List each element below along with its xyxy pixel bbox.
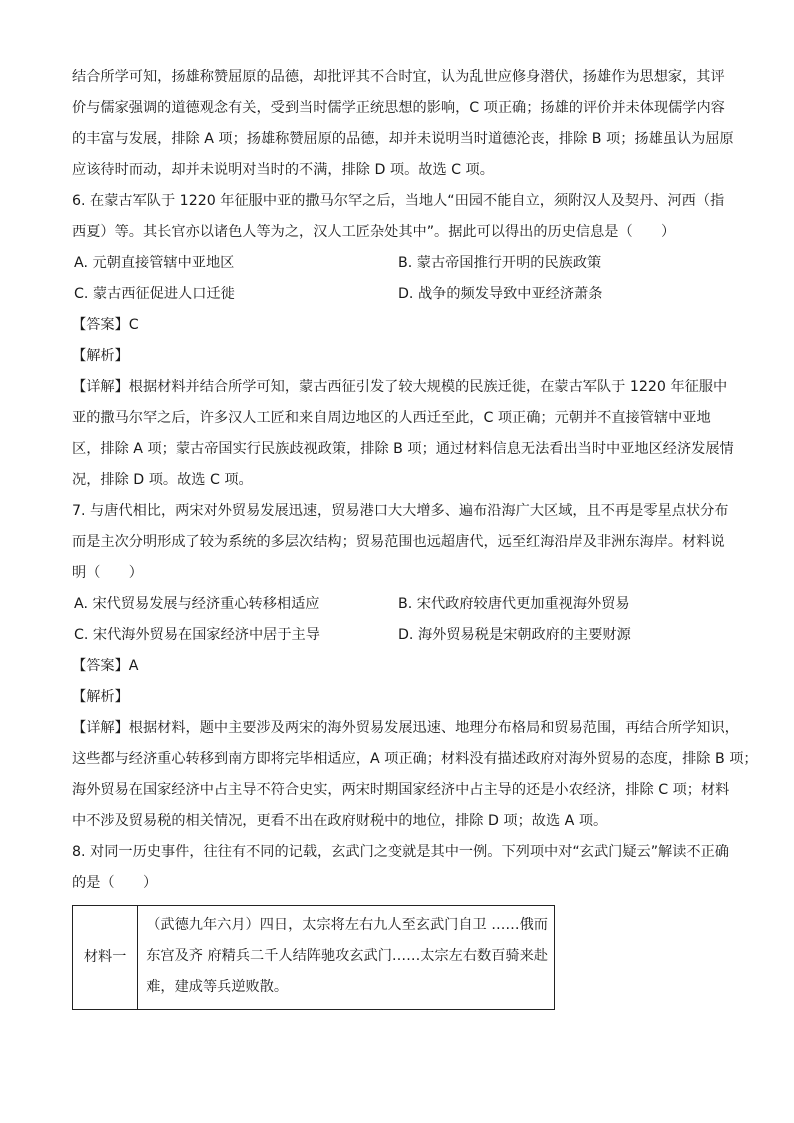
question-7-detail — [72, 713, 758, 837]
text-line: 【详解】根据材料，题中主要涉及两宋的海外贸易发展迅速、地理分布格局和贸易范围，再结合所学知识， — [72, 720, 739, 736]
analysis-label: 【解析】 — [72, 348, 129, 364]
text-line: 7. 与唐代相比，两宋对外贸易发展迅速，贸易港口大大增多、遍布沿海广大区域，且不再是零星点状分布 — [72, 503, 729, 519]
option-b: B. 蒙古帝国推行开明的民族政策 — [398, 255, 602, 271]
text-line: （武德九年六月）四日，太宗将左右九人至玄武门自卫 ……俄而 — [146, 917, 548, 933]
option-c: C. 蒙古西征促进人口迁徙 — [74, 286, 235, 302]
question-7-stem — [72, 496, 732, 589]
text-line: 而是主次分明形成了较为系统的多层次结构；贸易范围也远超唐代，远至红海沿岸及非洲东海岸。材料说 — [72, 534, 725, 550]
text-line: 应该待时而动，却并未说明对当时的不满，排除 D 项。故选 C 项。 — [72, 162, 494, 178]
q5-analysis-continuation — [72, 62, 732, 186]
question-6-detail — [72, 372, 732, 496]
text-line: 区，排除 A 项；蒙古帝国实行民族歧视政策，排除 B 项；通过材料信息无法看出当时中亚地区经济发展情 — [72, 441, 734, 457]
option-c: C. 宋代海外贸易在国家经济中居于主导 — [74, 627, 320, 643]
option-a: A. 宋代贸易发展与经济重心转移相适应 — [74, 596, 320, 612]
text-line: 中不涉及贸易税的相关情况，更看不出在政府财税中的地位，排除 D 项；故选 A 项。 — [72, 813, 608, 829]
text-line: 结合所学可知，扬雄称赞屈原的品德，却批评其不合时宜，认为乱世应修身潜伏，扬雄作为思想家，其评 — [72, 69, 725, 85]
option-d: D. 海外贸易税是宋朝政府的主要财源 — [398, 627, 631, 643]
text-line: 6. 在蒙古军队于 1220 年征服中亚的撒马尔罕之后，当地人“田园不能自立，须附汉人及契丹、河西（指 — [72, 193, 725, 209]
text-line: 海外贸易在国家经济中占主导不符合史实，两宋时期国家经济中占主导的还是小农经济，排除 C 项；材料 — [72, 782, 730, 798]
question-6-options — [72, 248, 732, 310]
text-line: 东宫及齐 府精兵二千人结阵驰攻玄武门……太宗左右数百骑来赴 — [146, 948, 548, 964]
option-d: D. 战争的频发导致中亚经济萧条 — [398, 286, 603, 302]
material-table — [72, 905, 555, 1010]
answer-label: 【答案】A — [72, 658, 139, 674]
material-label: 材料一 — [73, 906, 138, 1010]
text-line: 亚的撒马尔罕之后，许多汉人工匠和来自周边地区的人西迁至此，C 项正确；元朝并不直接管辖中亚地 — [72, 410, 711, 426]
text-line: 【详解】根据材料并结合所学可知，蒙古西征引发了较大规模的民族迁徙，在蒙古军队于 1220 年征服中 — [72, 379, 728, 395]
question-8 — [72, 837, 732, 1010]
option-b: B. 宋代政府较唐代更加重视海外贸易 — [398, 596, 630, 612]
document-page — [72, 62, 758, 1010]
material-content — [138, 906, 555, 1010]
text-line: 8. 对同一历史事件，往往有不同的记载，玄武门之变就是其中一例。下列项中对“玄武门疑云”解读不正确 — [72, 844, 729, 860]
answer-label: 【答案】C — [72, 317, 139, 333]
text-line: 况，排除 D 项。故选 C 项。 — [72, 472, 253, 488]
question-6-stem — [72, 186, 732, 248]
text-line: 难，建成等兵逆败散。 — [146, 979, 289, 995]
text-line: 西夏）等。其长官亦以诸色人等为之，汉人工匠杂处其中”。据此可以得出的历史信息是（ ） — [72, 224, 676, 240]
text-line: 明（ ） — [72, 565, 143, 581]
option-a: A. 元朝直接管辖中亚地区 — [74, 255, 235, 271]
question-7-options — [72, 589, 732, 651]
table-row — [73, 906, 555, 1010]
question-8-stem — [72, 837, 732, 899]
text-line: 的丰富与发展，排除 A 项；扬雄称赞屈原的品德，却并未说明当时道德沦丧，排除 B 项；扬雄虽认为屈原 — [72, 131, 734, 147]
text-line: 这些都与经济重心转移到南方即将完毕相适应，A 项正确；材料没有描述政府对海外贸易的态度，排除 B 项； — [72, 751, 758, 767]
question-7 — [72, 496, 758, 837]
text-line: 价与儒家强调的道德观念有关，受到当时儒学正统思想的影响，C 项正确；扬雄的评价并未体现儒学内容 — [72, 100, 725, 116]
text-line: 的是（ ） — [72, 875, 158, 891]
question-6 — [72, 186, 732, 496]
analysis-label: 【解析】 — [72, 689, 129, 705]
